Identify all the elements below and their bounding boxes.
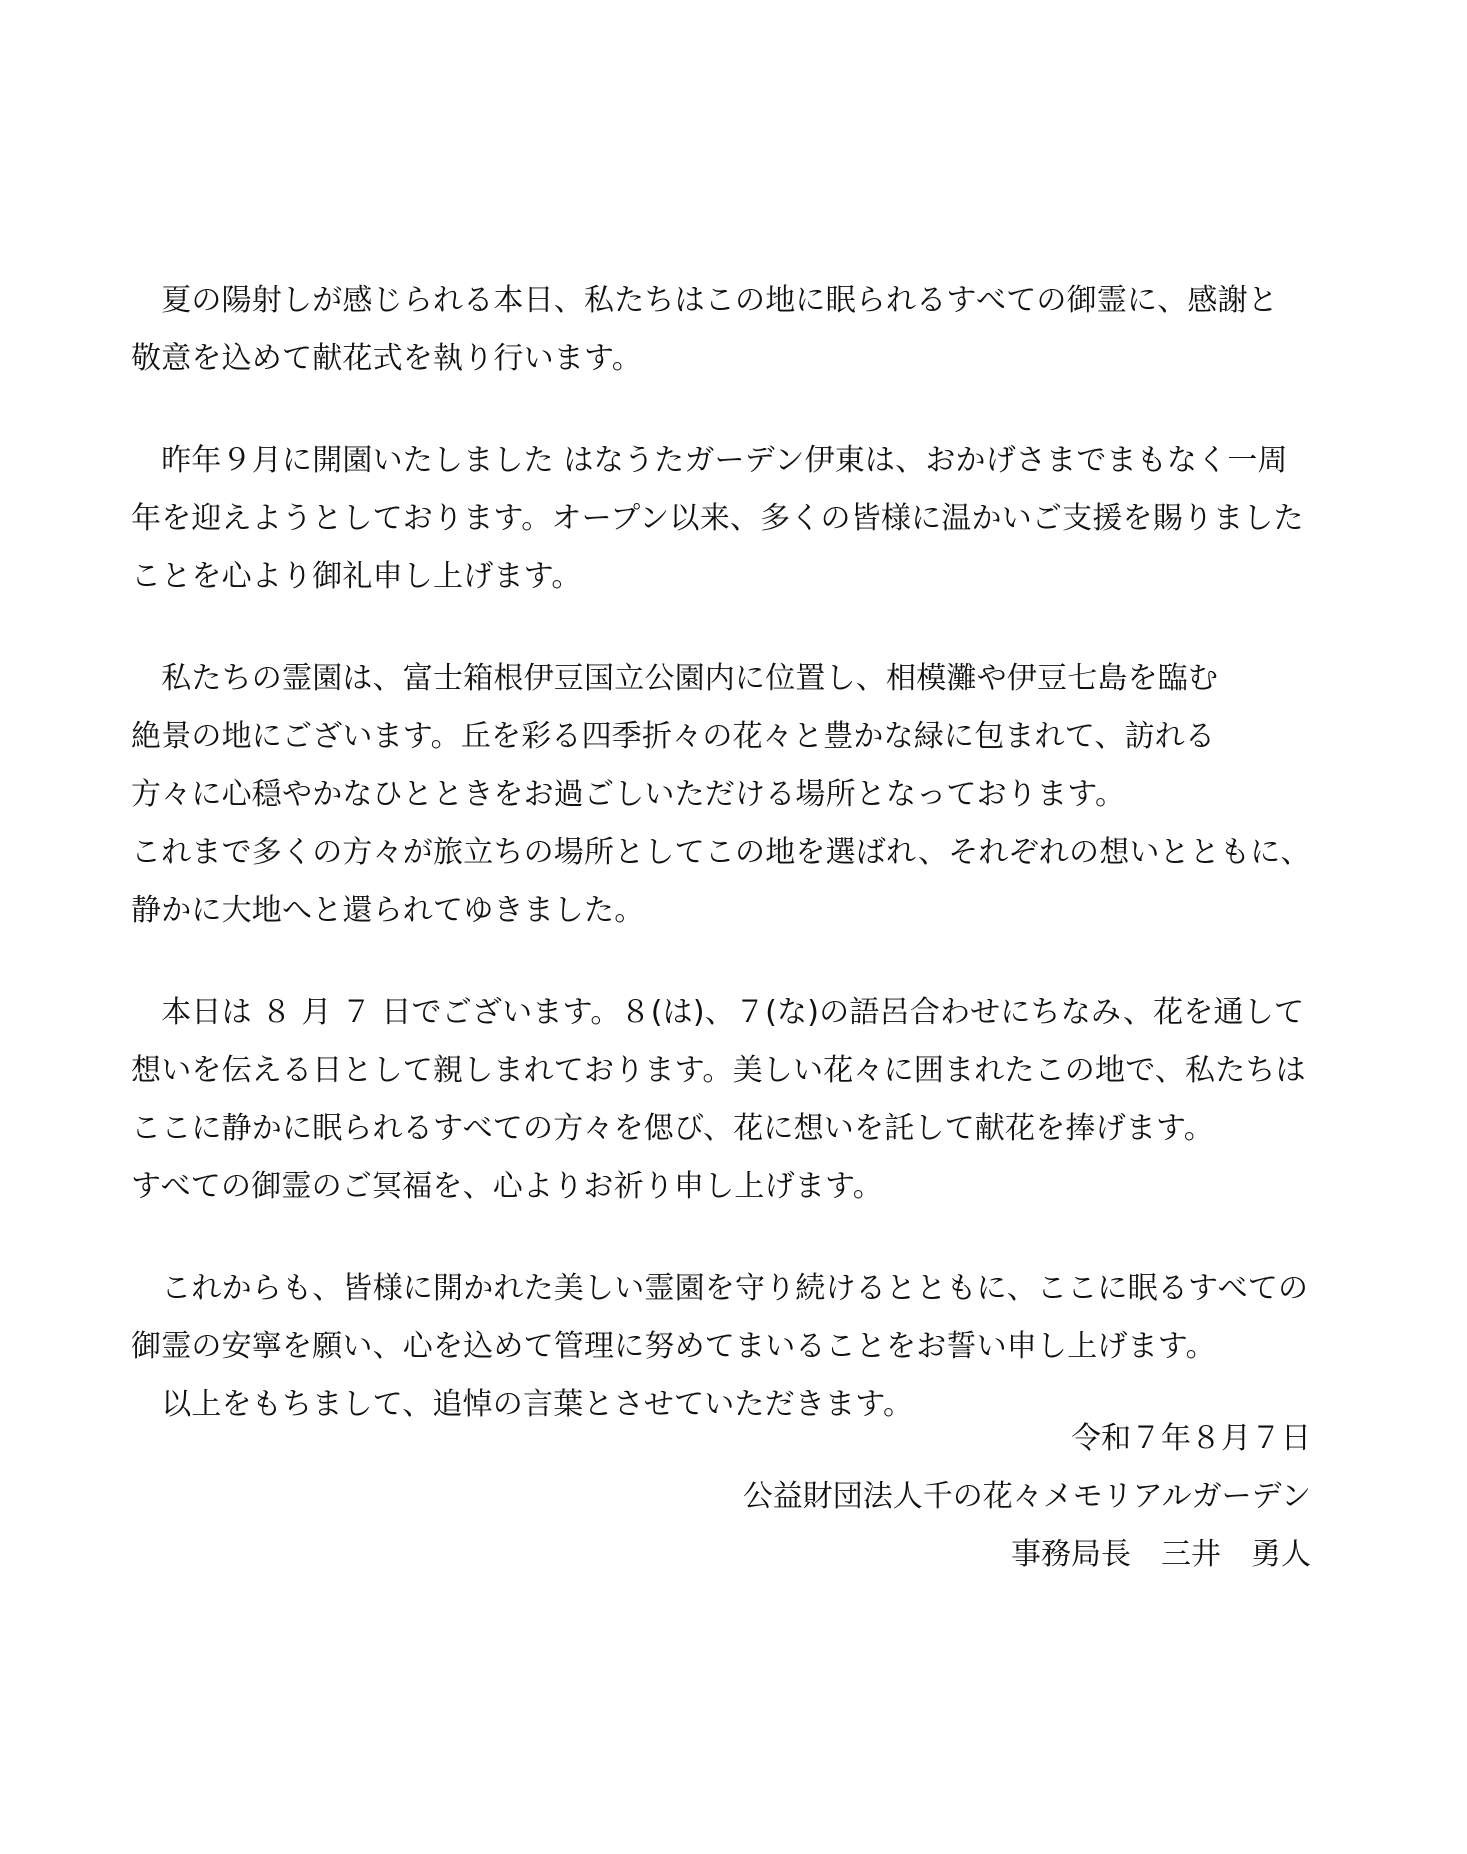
text-line: 年を迎えようとしております。オープン以来、多くの皆様に温かいご支援を賜りました [131,501,1304,536]
paragraph-gap [131,388,1341,432]
text-line: 想いを伝える日として親しまれております。美しい花々に囲まれたこの地で、私たちは [131,1053,1306,1088]
paragraph-4 [131,984,1341,1216]
paragraph-gap [131,1216,1341,1260]
text-line: 本日は ８ 月 ７ 日でございます。８(は)、７(な)の語呂合わせにちなみ、花を通して [131,995,1305,1030]
text-line: 絶景の地にございます。丘を彩る四季折々の花々と豊かな緑に包まれて、訪れる [131,719,1216,754]
signature-author: 事務局長 三井 勇人 [1011,1537,1311,1572]
paragraph-gap [131,940,1341,984]
text-line: 以上をもちまして、追悼の言葉とさせていただきます。 [131,1387,914,1422]
paragraph-3 [131,650,1341,940]
text-line: ここに静かに眠られるすべての方々を偲び、花に想いを託して献花を捧げます。 [131,1111,1214,1146]
memorial-address-body [131,272,1341,1434]
text-line: 昨年９月に開園いたしました はなうたガーデン伊東は、おかげさまでまもなく一周 [131,443,1288,478]
paragraph-2 [131,432,1341,606]
text-line: 夏の陽射しが感じられる本日、私たちはこの地に眠られるすべての御霊に、感謝と [131,283,1278,318]
text-line: これからも、皆様に開かれた美しい霊園を守り続けるとともに、ここに眠るすべての [131,1271,1309,1306]
signature-block [743,1410,1311,1584]
signature-date: 令和７年８月７日 [1071,1421,1311,1456]
paragraph-gap [131,606,1341,650]
paragraph-5 [131,1260,1341,1434]
text-line: すべての御霊のご冥福を、心よりお祈り申し上げます。 [131,1169,883,1204]
text-line: 敬意を込めて献花式を執り行います。 [131,341,642,376]
text-line: 方々に心穏やかなひとときをお過ごしいただける場所となっております。 [131,777,1126,812]
text-line: 私たちの霊園は、富士箱根伊豆国立公園内に位置し、相模灘や伊豆七島を臨む [131,661,1219,696]
text-line: ことを心より御礼申し上げます。 [131,559,582,594]
text-line: 御霊の安寧を願い、心を込めて管理に努めてまいることをお誓い申し上げます。 [131,1329,1216,1364]
text-line: 静かに大地へと還られてゆきました。 [131,893,645,928]
paragraph-1 [131,272,1341,388]
signature-organization: 公益財団法人千の花々メモリアルガーデン [742,1479,1311,1514]
text-line: これまで多くの方々が旅立ちの場所としてこの地を選ばれ、それぞれの想いとともに、 [131,835,1311,870]
